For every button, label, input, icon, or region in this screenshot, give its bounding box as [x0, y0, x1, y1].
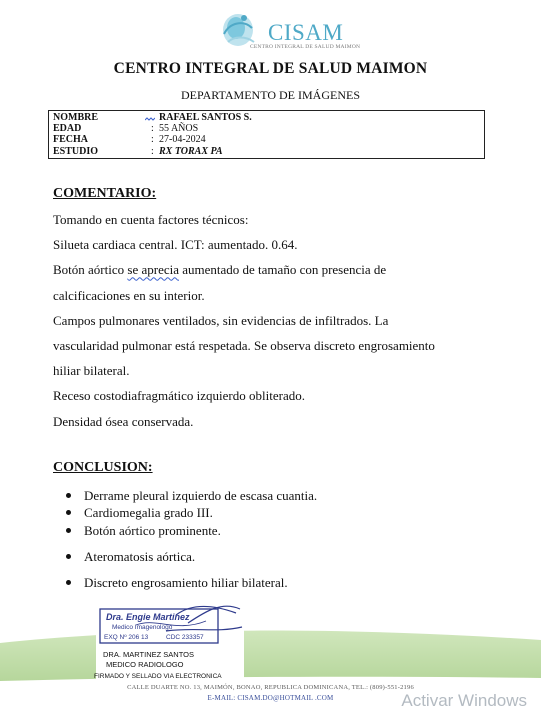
footer-email: E-MAIL: CISAM.DO@HOTMAIL .COM — [207, 694, 334, 702]
comment-text: aumentado de tamaño con presencia de — [179, 262, 387, 278]
comment-heading: COMENTARIO: — [53, 186, 157, 201]
department-name: DEPARTAMENTO DE IMÁGENES — [181, 88, 360, 102]
comment-line: Densidad ósea conservada. — [53, 413, 194, 429]
info-label: ESTUDIO — [53, 145, 99, 157]
info-value: RX TORAX PA — [159, 145, 223, 157]
info-label: FECHA — [53, 134, 88, 146]
info-colon: : — [151, 145, 154, 157]
stamp-role: Medico Imagenologo — [112, 624, 173, 631]
signed-note: FIRMADO Y SELLADO VIA ELECTRONICA — [94, 673, 222, 680]
comment-line: vascularidad pulmonar está respetada. Se observa discreto engrosamiento — [53, 338, 435, 354]
bullet-icon — [66, 554, 71, 559]
stamp-exq: EXQ Nº 206 13 — [104, 634, 149, 641]
list-item: Derrame pleural izquierdo de escasa cuantia. — [66, 488, 317, 504]
signature-stamp — [96, 597, 244, 683]
info-row-nombre — [49, 112, 484, 123]
comment-line: Campos pulmonares ventilados, sin evidencias de infiltrados. La — [53, 312, 389, 328]
patient-info-box — [48, 110, 485, 159]
comment-line: calcificaciones en su interior. — [53, 287, 205, 303]
bullet-icon — [66, 580, 71, 585]
info-colon: : — [151, 123, 154, 135]
stamp-cdc: CDC 233357 — [166, 634, 204, 641]
document-title: CENTRO INTEGRAL DE SALUD MAIMON — [113, 60, 428, 77]
list-item: Discreto engrosamiento hiliar bilateral. — [66, 575, 288, 591]
bullet-icon — [66, 493, 71, 498]
info-colon: : — [151, 134, 154, 146]
comment-line: Tomando en cuenta factores técnicos: — [53, 212, 249, 227]
stamp-name: Dra. Engie Martinez — [106, 612, 190, 622]
info-label: NOMBRE — [53, 112, 98, 123]
comment-line: Silueta cardiaca central. ICT: aumentado. 0.64. — [53, 237, 298, 253]
conclusion-heading: CONCLUSION: — [53, 460, 153, 475]
info-value: RAFAEL SANTOS S. — [159, 112, 252, 123]
logo-name: CISAM — [268, 20, 344, 45]
info-row-estudio — [49, 146, 484, 157]
list-item: Botón aórtico prominente. — [66, 523, 221, 539]
cisam-logo — [214, 8, 361, 54]
bullet-icon — [66, 528, 71, 533]
footer-address: CALLE DUARTE NO. 13, MAIMÓN, BONAO, REPUBLICA DOMINICANA, TEL.: (809)-551-2196 — [127, 684, 414, 691]
comment-body — [53, 207, 493, 434]
logo-subtitle: CENTRO INTEGRAL DE SALUD MAIMON — [250, 44, 361, 50]
spellcheck-underlined-text: se aprecia — [127, 262, 179, 278]
list-item: Cardiomegalia grado III. — [66, 505, 213, 521]
info-row-fecha — [49, 134, 484, 145]
info-value: 55 AÑOS — [159, 123, 199, 135]
bullet-icon — [66, 510, 71, 515]
comment-line: hiliar bilateral. — [53, 363, 130, 379]
doctor-role: MEDICO RADIOLOGO — [106, 660, 184, 669]
list-item: Ateromatosis aórtica. — [66, 549, 195, 565]
comment-line — [53, 257, 493, 282]
info-label: EDAD — [53, 123, 82, 135]
squiggle-mark-icon — [145, 116, 155, 122]
comment-text: Botón aórtico — [53, 262, 128, 278]
activation-watermark: Activar Windows — [401, 691, 527, 710]
info-value: 27-04-2024 — [159, 134, 206, 146]
info-row-edad — [49, 123, 484, 134]
comment-line: Receso costodiafragmático izquierdo obliterado. — [53, 388, 305, 404]
doctor-name: DRA. MARTINEZ SANTOS — [103, 650, 194, 659]
